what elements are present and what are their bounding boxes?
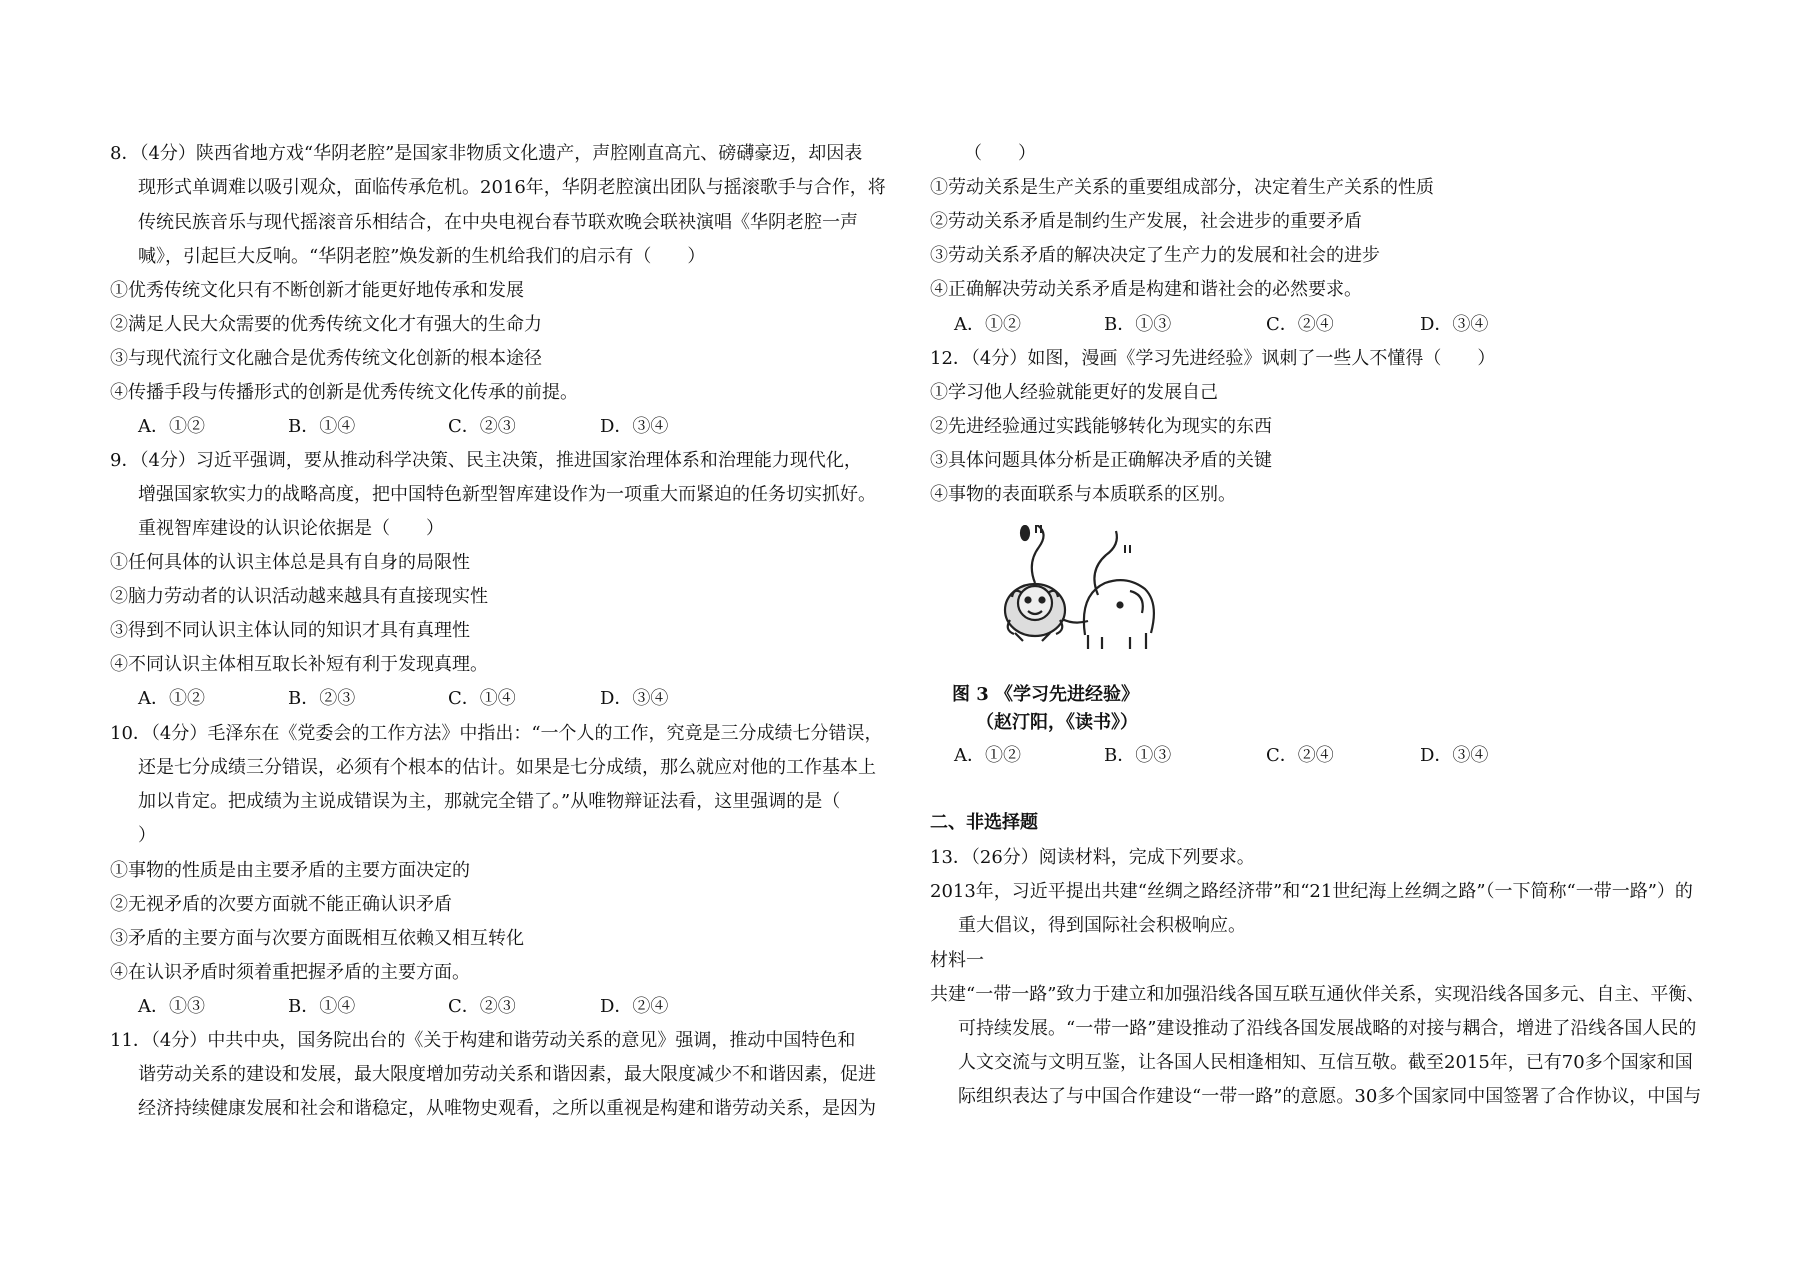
q9-option-c[interactable]: C．①④ (448, 688, 516, 709)
q9-option-a[interactable]: A．①② (138, 688, 205, 709)
figure-caption: 图 3 《学习先进经验》 (952, 684, 1140, 705)
q11-option-b[interactable]: B．①③ (1104, 314, 1172, 335)
q13-material-line: 可持续发展。“一带一路”建设推动了沿线各国发展战略的对接与耦合，增进了沿线各国人民的 (958, 1018, 1697, 1039)
q9-statement: ③得到不同认识主体认同的知识才具有真理性 (110, 620, 470, 641)
q8-stem-line: 8．（4分）陕西省地方戏“华阴老腔”是国家非物质文化遗产，声腔刚直高亢、磅礴豪迈，却因表 (110, 143, 863, 164)
q11-statement: ②劳动关系矛盾是制约生产发展，社会进步的重要矛盾 (930, 211, 1362, 232)
q10-stem-line: 还是七分成绩三分错误，必须有个根本的估计。如果是七分成绩，那么就应对他的工作基本上 (138, 757, 876, 778)
q12-option-d[interactable]: D．③④ (1420, 745, 1489, 766)
q8-stem-line: 现形式单调难以吸引观众，面临传承危机。2016年，华阴老腔演出团队与摇滚歌手与合作，将 (138, 177, 886, 198)
q11-option-c[interactable]: C．②④ (1266, 314, 1334, 335)
q11-statement: ③劳动关系矛盾的解决决定了生产力的发展和社会的进步 (930, 245, 1380, 266)
q10-option-a[interactable]: A．①③ (138, 996, 205, 1017)
q13-material-label: 材料一 (930, 950, 984, 971)
q8-stem-line: 喊》，引起巨大反响。“华阴老腔”焕发新的生机给我们的启示有（ ） (138, 246, 706, 267)
q12-statement: ①学习他人经验就能更好的发展自己 (930, 382, 1218, 403)
q8-option-b[interactable]: B．①④ (288, 416, 356, 437)
q11-stem-line: 11．（4分）中共中央，国务院出台的《关于构建和谐劳动关系的意见》强调，推动中国特色和 (110, 1030, 856, 1051)
figure-source: （赵汀阳，《读书》） (976, 712, 1138, 733)
cartoon-image (980, 525, 1180, 660)
q10-statement: ③矛盾的主要方面与次要方面既相互依赖又相互转化 (110, 928, 524, 949)
q9-statement: ①任何具体的认识主体总是具有自身的局限性 (110, 552, 470, 573)
q12-option-a[interactable]: A．①② (954, 745, 1021, 766)
q10-stem-line: ） (138, 825, 156, 846)
q8-statement: ④传播手段与传播形式的创新是优秀传统文化传承的前提。 (110, 382, 578, 403)
q13-stem-line: 2013年，习近平提出共建“丝绸之路经济带”和“21世纪海上丝绸之路”（一下简称“一带一路”）的 (930, 881, 1693, 902)
q10-stem-line: 10．（4分）毛泽东在《党委会的工作方法》中指出：“一个人的工作，究竟是三分成绩七分错误， (110, 723, 883, 744)
q9-stem-line: 9．（4分）习近平强调，要从推动科学决策、民主决策，推进国家治理体系和治理能力现代化， (110, 450, 862, 471)
q8-statement: ③与现代流行文化融合是优秀传统文化创新的根本途径 (110, 348, 542, 369)
q10-option-b[interactable]: B．①④ (288, 996, 356, 1017)
q12-statement: ③具体问题具体分析是正确解决矛盾的关键 (930, 450, 1272, 471)
q13-stem-line: 重大倡议，得到国际社会积极响应。 (958, 915, 1246, 936)
q13-stem-line: 13．（26分）阅读材料，完成下列要求。 (930, 847, 1255, 868)
q9-stem-line: 重视智库建设的认识论依据是（ ） (138, 518, 444, 539)
q10-option-c[interactable]: C．②③ (448, 996, 516, 1017)
q12-option-b[interactable]: B．①③ (1104, 745, 1172, 766)
q9-statement: ④不同认识主体相互取长补短有利于发现真理。 (110, 654, 488, 675)
q9-option-d[interactable]: D．③④ (600, 688, 669, 709)
q8-statement: ②满足人民大众需要的优秀传统文化才有强大的生命力 (110, 314, 542, 335)
q11-answer-blank: （ ） (964, 143, 1036, 164)
q12-option-c[interactable]: C．②④ (1266, 745, 1334, 766)
q13-material-line: 共建“一带一路”致力于建立和加强沿线各国互联互通伙伴关系，实现沿线各国多元、自主、平衡、 (930, 984, 1705, 1005)
q11-statement: ④正确解决劳动关系矛盾是构建和谐社会的必然要求。 (930, 279, 1362, 300)
q8-statement: ①优秀传统文化只有不断创新才能更好地传承和发展 (110, 280, 524, 301)
q8-stem-line: 传统民族音乐与现代摇滚音乐相结合，在中央电视台春节联欢晚会联袂演唱《华阴老腔一声 (138, 212, 858, 233)
q8-option-a[interactable]: A．①② (138, 416, 205, 437)
q10-statement: ②无视矛盾的次要方面就不能正确认识矛盾 (110, 894, 452, 915)
q11-statement: ①劳动关系是生产关系的重要组成部分，决定着生产关系的性质 (930, 177, 1434, 198)
q13-material-line: 人文交流与文明互鉴，让各国人民相逢相知、互信互敬。截至2015年，已有70多个国家和国 (958, 1052, 1693, 1073)
q9-option-b[interactable]: B．②③ (288, 688, 356, 709)
section-title: 二、非选择题 (930, 812, 1038, 833)
q9-stem-line: 增强国家软实力的战略高度，把中国特色新型智库建设作为一项重大而紧迫的任务切实抓好。 (138, 484, 876, 505)
q10-stem-line: 加以肯定。把成绩为主说成错误为主，那就完全错了。”从唯物辩证法看，这里强调的是（ (138, 791, 841, 812)
q12-statement: ④事物的表面联系与本质联系的区别。 (930, 484, 1236, 505)
q10-statement: ④在认识矛盾时须着重把握矛盾的主要方面。 (110, 962, 470, 983)
q11-option-a[interactable]: A．①② (954, 314, 1021, 335)
q13-material-line: 际组织表达了与中国合作建设“一带一路”的意愿。30多个国家同中国签署了合作协议，中国与 (958, 1086, 1702, 1107)
q8-option-c[interactable]: C．②③ (448, 416, 516, 437)
q12-stem-line: 12．（4分）如图，漫画《学习先进经验》讽刺了一些人不懂得（ ） (930, 348, 1496, 369)
q12-statement: ②先进经验通过实践能够转化为现实的东西 (930, 416, 1272, 437)
q8-option-d[interactable]: D．③④ (600, 416, 669, 437)
q9-statement: ②脑力劳动者的认识活动越来越具有直接现实性 (110, 586, 488, 607)
q11-stem-line: 经济持续健康发展和社会和谐稳定，从唯物史观看，之所以重视是构建和谐劳动关系，是因为 (138, 1098, 876, 1119)
q10-option-d[interactable]: D．②④ (600, 996, 669, 1017)
q11-option-d[interactable]: D．③④ (1420, 314, 1489, 335)
q11-stem-line: 谐劳动关系的建设和发展，最大限度增加劳动关系和谐因素，最大限度减少不和谐因素，促进 (138, 1064, 876, 1085)
q10-statement: ①事物的性质是由主要矛盾的主要方面决定的 (110, 860, 470, 881)
